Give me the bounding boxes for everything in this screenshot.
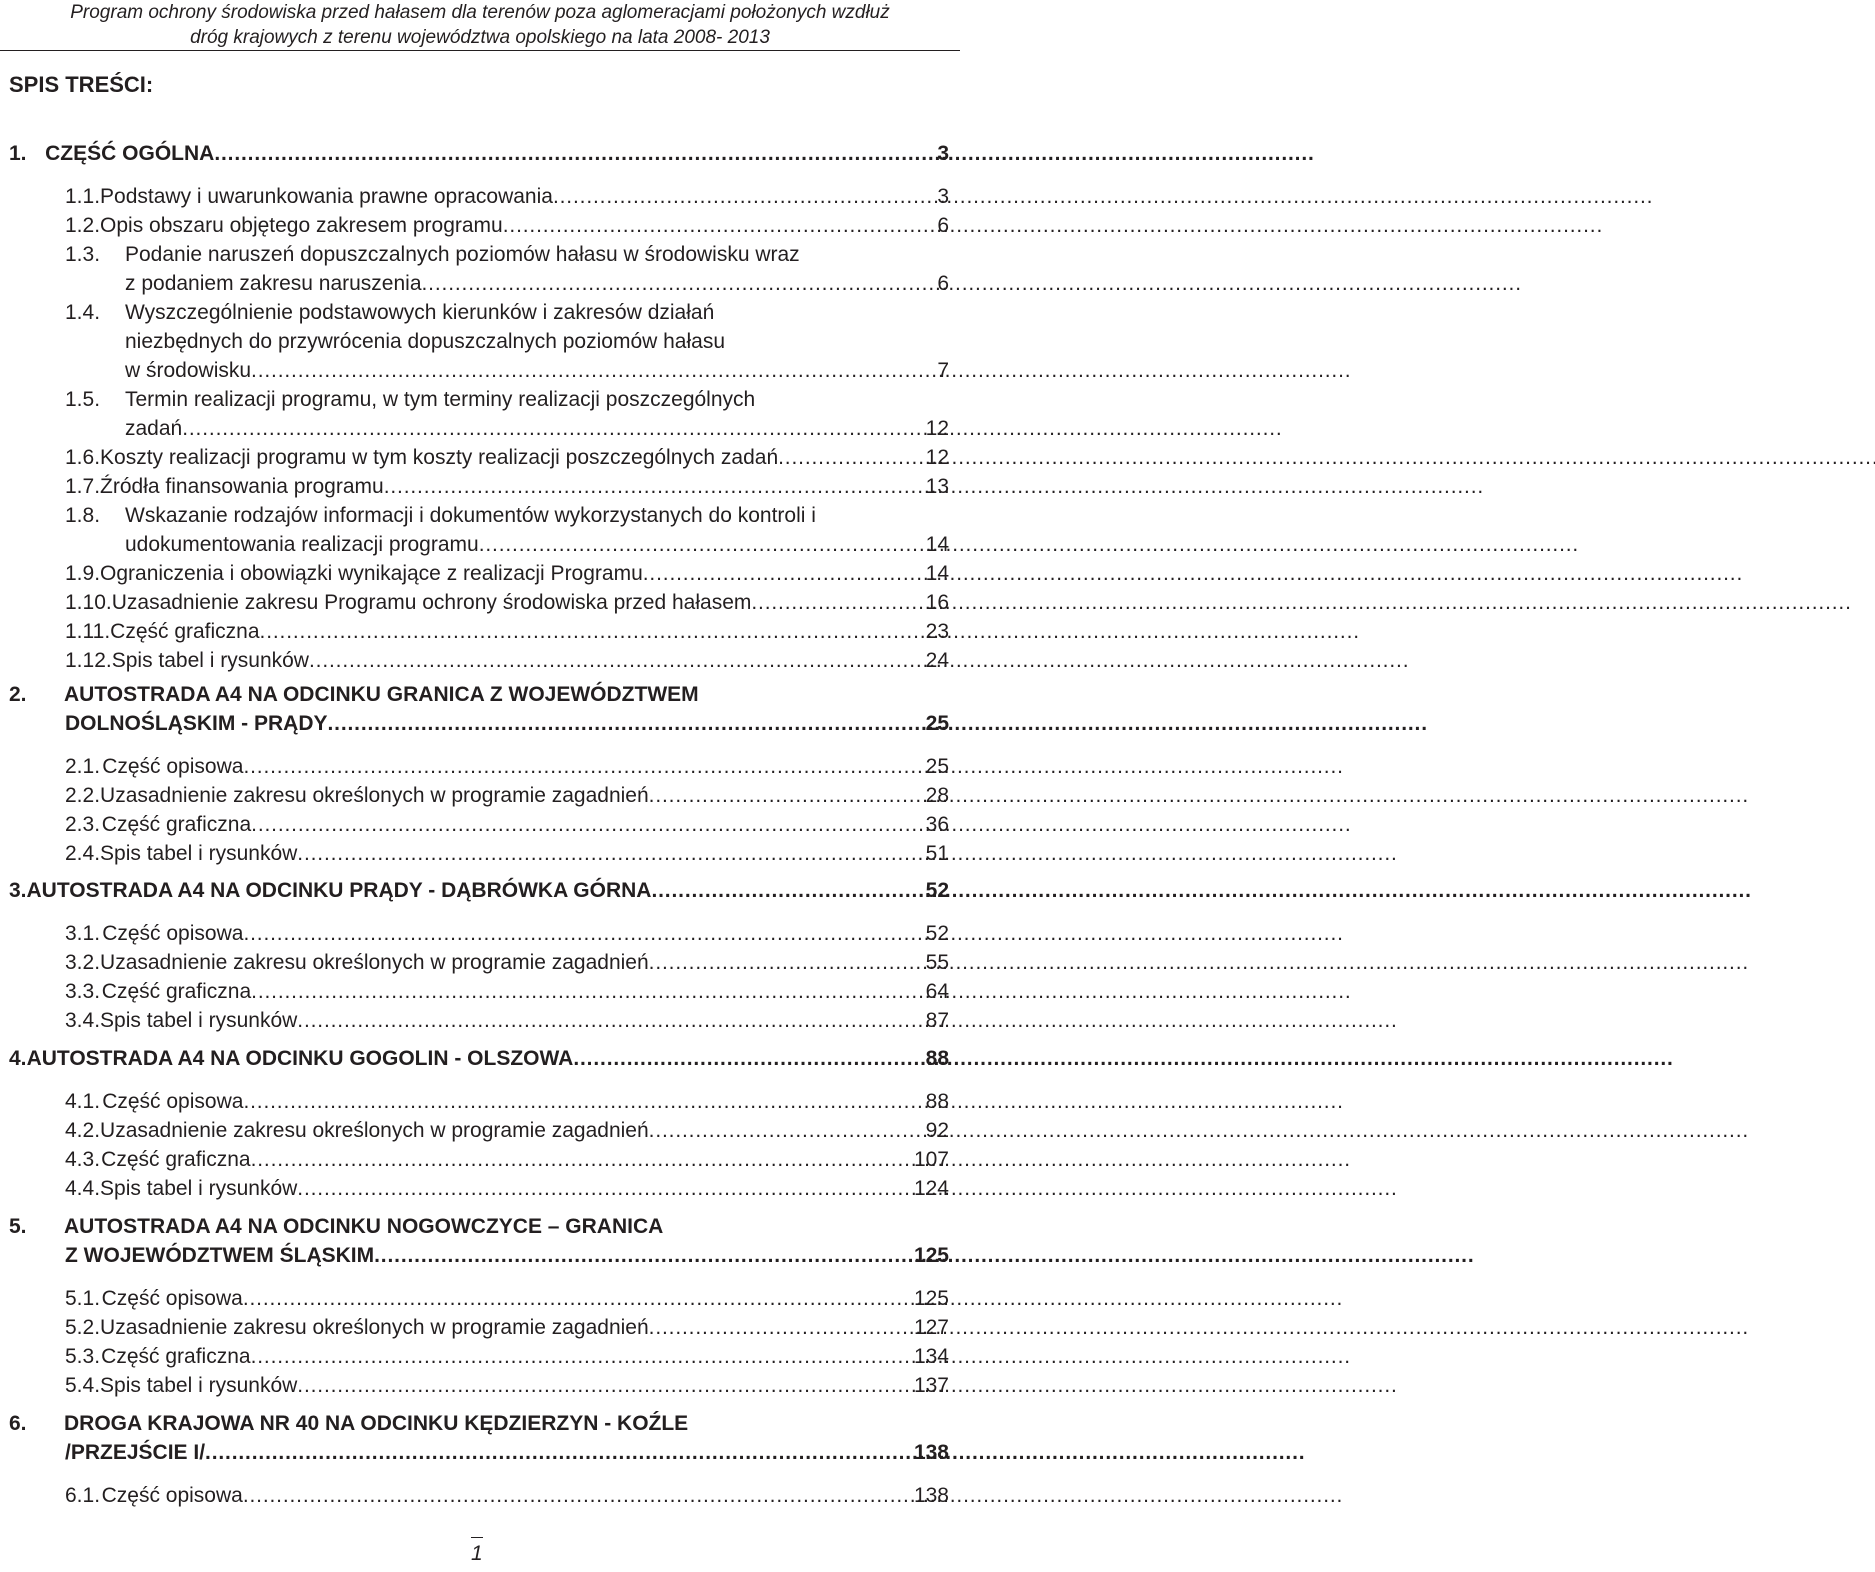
- entry-title: Część opisowa: [102, 1090, 244, 1113]
- dot-leader: [251, 810, 923, 839]
- entry-title: Podstawy i uwarunkowania prawne opracowania: [100, 185, 553, 208]
- toc-entry-1-5[interactable]: [65, 385, 949, 414]
- entry-title: Uzasadnienie zakresu określonych w programie zagadnień: [100, 784, 649, 807]
- entry-number: 1.7.: [65, 475, 101, 498]
- entry-page: 24: [925, 649, 949, 672]
- header-rule: [0, 50, 960, 51]
- dot-leader: [243, 1284, 912, 1313]
- entry-title: Część opisowa: [102, 755, 244, 778]
- entry-page: 6: [937, 272, 949, 295]
- entry-page: 55: [925, 951, 949, 974]
- section-number: 2.: [9, 683, 27, 706]
- entry-number: 1.6.: [65, 446, 101, 469]
- toc-entry-3-3[interactable]: [65, 977, 949, 1006]
- toc-entry-1-3[interactable]: [65, 240, 949, 269]
- section-number: 4.: [9, 1047, 27, 1070]
- dot-leader: [243, 919, 923, 948]
- dot-leader: [251, 1342, 912, 1371]
- entry-number: 1.9.: [65, 562, 101, 585]
- toc-entry-5-3[interactable]: [65, 1342, 949, 1371]
- section-title-line: AUTOSTRADA A4 NA ODCINKU GRANICA Z WOJEWÓDZTWEM: [64, 683, 699, 706]
- dot-leader: [649, 1116, 924, 1145]
- toc-entry-3-1[interactable]: [65, 919, 949, 948]
- entry-title: Część graficzna: [101, 980, 252, 1003]
- entry-title: Koszty realizacji programu w tym koszty realizacji poszczególnych zadań: [100, 446, 779, 469]
- entry-page: 16: [925, 591, 949, 614]
- entry-page: 23: [925, 620, 949, 643]
- entry-page: 6: [937, 214, 949, 237]
- entry-number: 1.10.: [65, 591, 112, 614]
- dot-leader: [243, 1087, 923, 1116]
- page-header: [0, 0, 960, 50]
- dot-leader: [243, 1481, 912, 1510]
- entry-page: 3: [937, 185, 949, 208]
- entry-title: Część graficzna: [110, 620, 260, 643]
- toc-entry-2-4[interactable]: [65, 839, 949, 868]
- entry-title: CZĘŚĆ OGÓLNA: [45, 142, 215, 165]
- section-number: 6.: [9, 1412, 27, 1435]
- entry-title-line: Wyszczególnienie podstawowych kierunków i zakresów działań: [125, 301, 715, 324]
- entry-number: 2.4.: [65, 842, 101, 865]
- dot-leader: [651, 876, 923, 905]
- section-number: 1.: [9, 142, 27, 165]
- toc-entry-1-4[interactable]: [65, 298, 949, 327]
- dot-leader: [649, 948, 924, 977]
- section-heading-3[interactable]: [9, 876, 949, 905]
- toc-entry-4-3[interactable]: [65, 1145, 949, 1174]
- dot-leader: [553, 182, 935, 211]
- entry-title: Spis tabel i rysunków: [111, 649, 309, 672]
- entry-page: 12: [925, 446, 949, 469]
- entry-page: 12: [925, 417, 949, 440]
- entry-title: Uzasadnienie zakresu określonych w programie zagadnień: [100, 951, 649, 974]
- entry-number: 3.4.: [65, 1009, 101, 1032]
- entry-page: 25: [925, 755, 949, 778]
- entry-title: Uzasadnienie zakresu Programu ochrony środowiska przed hałasem: [111, 591, 752, 614]
- dot-leader: [479, 530, 924, 559]
- entry-page: 92: [925, 1119, 949, 1142]
- entry-title: Część opisowa: [101, 1287, 243, 1310]
- toc-entry-4-2[interactable]: [65, 1116, 949, 1145]
- entry-number: 1.3.: [65, 243, 101, 266]
- section-heading-5[interactable]: [9, 1212, 949, 1241]
- entry-page: 13: [925, 475, 949, 498]
- entry-number: 1.4.: [65, 301, 101, 324]
- toc-entry-4-4[interactable]: [65, 1174, 949, 1203]
- dot-leader: [649, 1313, 912, 1342]
- dot-leader: [297, 839, 923, 868]
- toc-entry-1-1[interactable]: [65, 182, 949, 211]
- header-line-2: dróg krajowych z terenu województwa opolskiego na lata 2008- 2013: [190, 27, 770, 48]
- dot-leader: [503, 211, 936, 240]
- toc-entry-1-9[interactable]: [65, 559, 949, 588]
- toc-entry-2-2[interactable]: [65, 781, 949, 810]
- entry-title-line: niezbędnych do przywrócenia dopuszczalnych poziomów hałasu: [125, 330, 726, 353]
- dot-leader: [643, 559, 924, 588]
- toc-entry-1-3-last[interactable]: [125, 269, 949, 298]
- dot-leader: [297, 1371, 912, 1400]
- dot-leader: [260, 617, 924, 646]
- header-line-1: Program ochrony środowiska przed hałasem dla terenów poza aglomeracjami położonych wzdłuż: [70, 2, 890, 23]
- entry-page: 138: [913, 1441, 949, 1464]
- entry-title: udokumentowania realizacji programu: [125, 533, 479, 556]
- entry-page: 124: [913, 1177, 949, 1200]
- toc-entry-4-1[interactable]: [65, 1087, 949, 1116]
- entry-title: w środowisku: [125, 359, 252, 382]
- toc-entry-1-4-line2[interactable]: [125, 327, 949, 356]
- entry-page: 36: [925, 813, 949, 836]
- entry-page: 134: [913, 1345, 949, 1368]
- entry-title: AUTOSTRADA A4 NA ODCINKU PRĄDY - DĄBRÓWKA GÓRNA: [26, 879, 652, 902]
- toc-entry-6-1[interactable]: [65, 1481, 949, 1510]
- dot-leader: [297, 1174, 912, 1203]
- entry-page: 14: [925, 562, 949, 585]
- entry-title: Spis tabel i rysunków: [100, 842, 298, 865]
- entry-number: 5.1.: [65, 1287, 101, 1310]
- entry-number: 1.1.: [65, 185, 101, 208]
- entry-title: Uzasadnienie zakresu określonych w programie zagadnień: [100, 1316, 649, 1339]
- toc-entry-1-10[interactable]: [65, 588, 949, 617]
- section-heading-1[interactable]: [9, 139, 949, 168]
- entry-page: 138: [913, 1484, 949, 1507]
- entry-page: 137: [913, 1374, 949, 1397]
- toc-entry-5-1[interactable]: [65, 1284, 949, 1313]
- entry-page: 14: [925, 533, 949, 556]
- entry-page: 64: [925, 980, 949, 1003]
- entry-page: 107: [913, 1148, 949, 1171]
- entry-page: 3: [937, 142, 949, 165]
- dot-leader: [573, 1044, 923, 1073]
- entry-number: 1.11.: [65, 620, 111, 643]
- dot-leader: [778, 443, 924, 472]
- entry-title: zadań: [125, 417, 183, 440]
- toc-entry-1-4-last[interactable]: [125, 356, 949, 385]
- entry-number: 4.4.: [65, 1177, 101, 1200]
- dot-leader: [374, 1241, 912, 1270]
- dot-leader: [309, 646, 924, 675]
- entry-title-line: Podanie naruszeń dopuszczalnych poziomów hałasu w środowisku wraz: [125, 243, 800, 266]
- toc-entry-1-11[interactable]: [65, 617, 949, 646]
- toc-entry-1-12[interactable]: [65, 646, 949, 675]
- entry-title: Z WOJEWÓDZTWEM ŚLĄSKIM: [65, 1244, 375, 1267]
- entry-number: 6.1.: [65, 1484, 101, 1507]
- toc-entry-2-3[interactable]: [65, 810, 949, 839]
- entry-number: 3.3.: [65, 980, 101, 1003]
- entry-number: 4.2.: [65, 1119, 101, 1142]
- entry-number: 1.8.: [65, 504, 101, 527]
- entry-number: 4.1.: [65, 1090, 101, 1113]
- entry-title: Część opisowa: [102, 922, 244, 945]
- entry-page: 7: [937, 359, 949, 382]
- toc-entry-1-8-last[interactable]: [125, 530, 949, 559]
- entry-title: z podaniem zakresu naruszenia: [125, 272, 422, 295]
- entry-title: Spis tabel i rysunków: [100, 1374, 298, 1397]
- entry-page: 52: [925, 922, 949, 945]
- entry-number: 5.4.: [65, 1374, 101, 1397]
- section-heading-6[interactable]: [9, 1409, 949, 1438]
- entry-title: Opis obszaru objętego zakresem programu: [100, 214, 503, 237]
- section-heading-2[interactable]: [9, 680, 949, 709]
- dot-leader: [297, 1006, 923, 1035]
- entry-title: AUTOSTRADA A4 NA ODCINKU GOGOLIN - OLSZOWA: [26, 1047, 574, 1070]
- page-number: 1: [471, 1542, 483, 1565]
- section-title-line: DROGA KRAJOWA NR 40 NA ODCINKU KĘDZIERZYN - KOŹLE: [64, 1412, 689, 1435]
- page-number-mark: [471, 1537, 483, 1538]
- dot-leader: [243, 752, 923, 781]
- entry-title: Spis tabel i rysunków: [100, 1009, 298, 1032]
- dot-leader: [205, 1438, 912, 1467]
- entry-number: 3.1.: [65, 922, 101, 945]
- entry-page: 28: [925, 784, 949, 807]
- entry-number: 5.3.: [65, 1345, 101, 1368]
- toc-entry-3-4[interactable]: [65, 1006, 949, 1035]
- entry-page: 25: [925, 712, 949, 735]
- entry-page: 88: [925, 1090, 949, 1113]
- entry-number: 1.2.: [65, 214, 101, 237]
- dot-leader: [251, 356, 935, 385]
- dot-leader: [251, 977, 923, 1006]
- dot-leader: [182, 414, 923, 443]
- section-number: 5.: [9, 1215, 27, 1238]
- section-heading-continuation[interactable]: [65, 709, 949, 738]
- entry-page: 127: [913, 1316, 949, 1339]
- entry-title: Spis tabel i rysunków: [100, 1177, 298, 1200]
- entry-page: 51: [925, 842, 949, 865]
- entry-title: Część graficzna: [101, 1345, 251, 1368]
- section-heading-continuation[interactable]: [65, 1438, 949, 1467]
- toc-entry-1-6[interactable]: [65, 443, 949, 472]
- entry-title: Część graficzna: [101, 813, 252, 836]
- section-heading-4[interactable]: [9, 1044, 949, 1073]
- section-number: 3.: [9, 879, 27, 902]
- toc-title: SPIS TREŚCI:: [9, 72, 154, 97]
- entry-number: 1.12.: [65, 649, 112, 672]
- entry-page: 87: [925, 1009, 949, 1032]
- section-heading-continuation[interactable]: [65, 1241, 949, 1270]
- entry-number: 2.1.: [65, 755, 101, 778]
- dot-leader: [751, 588, 923, 617]
- entry-page: 125: [913, 1287, 949, 1310]
- toc-entry-1-5-last[interactable]: [125, 414, 949, 443]
- entry-title: Część opisowa: [101, 1484, 243, 1507]
- toc-entry-1-7[interactable]: [65, 472, 949, 501]
- entry-title: DOLNOŚLĄSKIM - PRĄDY: [65, 712, 328, 735]
- entry-number: 1.5.: [65, 388, 101, 411]
- entry-number: 2.2.: [65, 784, 101, 807]
- dot-leader: [214, 139, 935, 168]
- toc-entry-3-2[interactable]: [65, 948, 949, 977]
- entry-page: 125: [913, 1244, 949, 1267]
- entry-page: 88: [925, 1047, 949, 1070]
- entry-title: Uzasadnienie zakresu określonych w programie zagadnień: [100, 1119, 649, 1142]
- dot-leader: [422, 269, 936, 298]
- dot-leader: [251, 1145, 912, 1174]
- entry-number: 3.2.: [65, 951, 101, 974]
- entry-page: 52: [925, 879, 949, 902]
- dot-leader: [384, 472, 924, 501]
- entry-number: 2.3.: [65, 813, 101, 836]
- toc-entry-5-4[interactable]: [65, 1371, 949, 1400]
- toc-entry-1-8[interactable]: [65, 501, 949, 530]
- entry-number: 4.3.: [65, 1148, 101, 1171]
- entry-title: Ograniczenia i obowiązki wynikające z realizacji Programu: [100, 562, 643, 585]
- dot-leader: [328, 709, 924, 738]
- dot-leader: [649, 781, 924, 810]
- section-title-line: AUTOSTRADA A4 NA ODCINKU NOGOWCZYCE – GRANICA: [64, 1215, 664, 1238]
- toc-entry-2-1[interactable]: [65, 752, 949, 781]
- entry-title: Część graficzna: [101, 1148, 251, 1171]
- entry-title: /PRZEJŚCIE I/: [65, 1441, 206, 1464]
- toc-entry-1-2[interactable]: [65, 211, 949, 240]
- entry-title: Źródła finansowania programu: [100, 475, 384, 498]
- entry-number: 5.2.: [65, 1316, 101, 1339]
- toc-entry-5-2[interactable]: [65, 1313, 949, 1342]
- entry-title-line: Termin realizacji programu, w tym terminy realizacji poszczególnych: [125, 388, 756, 411]
- entry-title-line: Wskazanie rodzajów informacji i dokumentów wykorzystanych do kontroli i: [125, 504, 816, 527]
